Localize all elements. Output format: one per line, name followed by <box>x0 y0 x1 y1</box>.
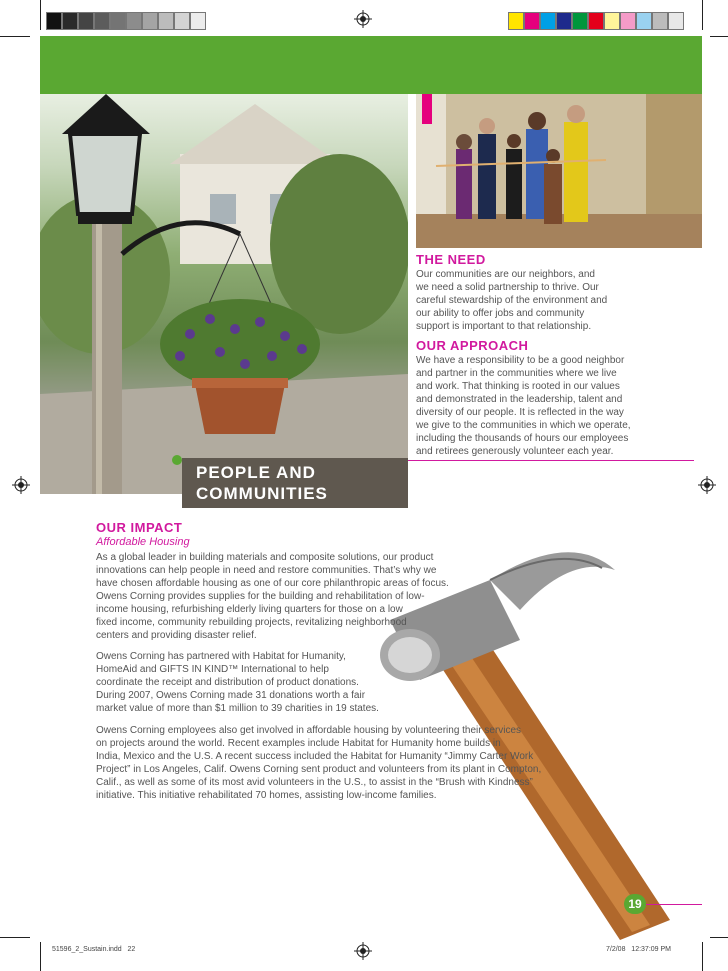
page-number: 19 <box>628 897 642 911</box>
text-line: and partner in the communities where we live <box>416 368 617 379</box>
text-line: initiative. This initiative rehabilitated 70 homes, assisting low-income families. <box>96 790 437 801</box>
text-line: fixed income, community rebuilding projects, revitalizing neighborhood <box>96 617 407 628</box>
text-line: and demonstrated in the leadership, talent and <box>416 394 623 405</box>
lamp-post-photo <box>40 94 408 494</box>
impact-paragraph-2 <box>96 650 406 715</box>
text-line: Owens Corning provides supplies for the building and rehabilitation of low- <box>96 591 425 602</box>
our-approach-heading: OUR APPROACH <box>416 338 529 353</box>
text-line: centers and providing disaster relief. <box>96 630 257 641</box>
text-line: coordinate the receipt and distribution of product donations. <box>96 677 359 688</box>
registration-target-icon <box>354 10 372 28</box>
registration-target-icon <box>354 942 372 960</box>
text-line: As a global leader in building materials and composite solutions, our product <box>96 552 434 563</box>
text-line: Owens Corning has partnered with Habitat for Humanity, <box>96 651 346 662</box>
page-number-line <box>646 904 702 905</box>
text-line: income housing, refurbishing elderly living quarters for those on a low <box>96 604 403 615</box>
registration-target-icon <box>12 476 30 494</box>
text-line: innovations can help people in need and restore communities. That’s why we <box>96 565 437 576</box>
the-need-body <box>416 268 702 333</box>
registration-target-icon <box>698 476 716 494</box>
text-line: and retirees generously volunteer each year. <box>416 446 614 457</box>
page-title-line1: PEOPLE AND <box>196 463 316 482</box>
text-line: Owens Corning employees also get involved in affordable housing by volunteering their services <box>96 725 522 736</box>
affordable-housing-subheading: Affordable Housing <box>96 536 190 548</box>
text-line: Calif., as well as some of its most avid volunteers in the U.S., to assist in the “Brush with Kindness” <box>96 777 533 788</box>
text-line: HomeAid and GIFTS IN KIND™ International to help <box>96 664 329 675</box>
our-approach-body <box>416 354 702 458</box>
text-line: Project” in Los Angeles, Calif. Owens Corning sent product and volunteers from its plant in Compton, <box>96 764 542 775</box>
impact-paragraph-3 <box>96 724 566 802</box>
text-line: diversity of our people. It is reflected in the way <box>416 407 624 418</box>
text-line: We have a responsibility to be a good neighbor <box>416 355 625 366</box>
page-title <box>196 462 328 504</box>
text-line: and work. That thinking is rooted in our values <box>416 381 620 392</box>
file-slug: 51596_2_Sustain.indd 22 <box>52 946 136 953</box>
the-need-heading: THE NEED <box>416 252 486 267</box>
page-title-line2: COMMUNITIES <box>196 484 328 503</box>
text-line: our ability to offer jobs and community <box>416 308 585 319</box>
print-timestamp: 7/2/08 12:37:09 PM <box>606 946 671 953</box>
impact-paragraph-1 <box>96 551 476 642</box>
text-line: support is important to that relationship. <box>416 321 592 332</box>
text-line: During 2007, Owens Corning made 31 donations worth a fair <box>96 690 366 701</box>
text-line: we need a solid partnership to thrive. Our <box>416 282 599 293</box>
text-line: careful stewardship of the environment and <box>416 295 608 306</box>
ribbon-cutting-photo <box>416 94 702 248</box>
text-line: on projects around the world. Recent examples include Habitat for Humanity home builds in <box>96 738 501 749</box>
text-line: Our communities are our neighbors, and <box>416 269 595 280</box>
green-header-band <box>40 36 702 94</box>
text-line: have chosen affordable housing as one of our core philanthropic areas of focus. <box>96 578 449 589</box>
text-line: including the thousands of hours our employees <box>416 433 629 444</box>
text-line: we give to the communities in which we operate, <box>416 420 631 431</box>
text-line: India, Mexico and the U.S. A recent success included the Habitat for Humanity “Jimmy Carter Work <box>96 751 534 762</box>
text-line: market value of more than $1 million to 39 charities in 19 states. <box>96 703 379 714</box>
our-impact-heading: OUR IMPACT <box>96 520 183 535</box>
